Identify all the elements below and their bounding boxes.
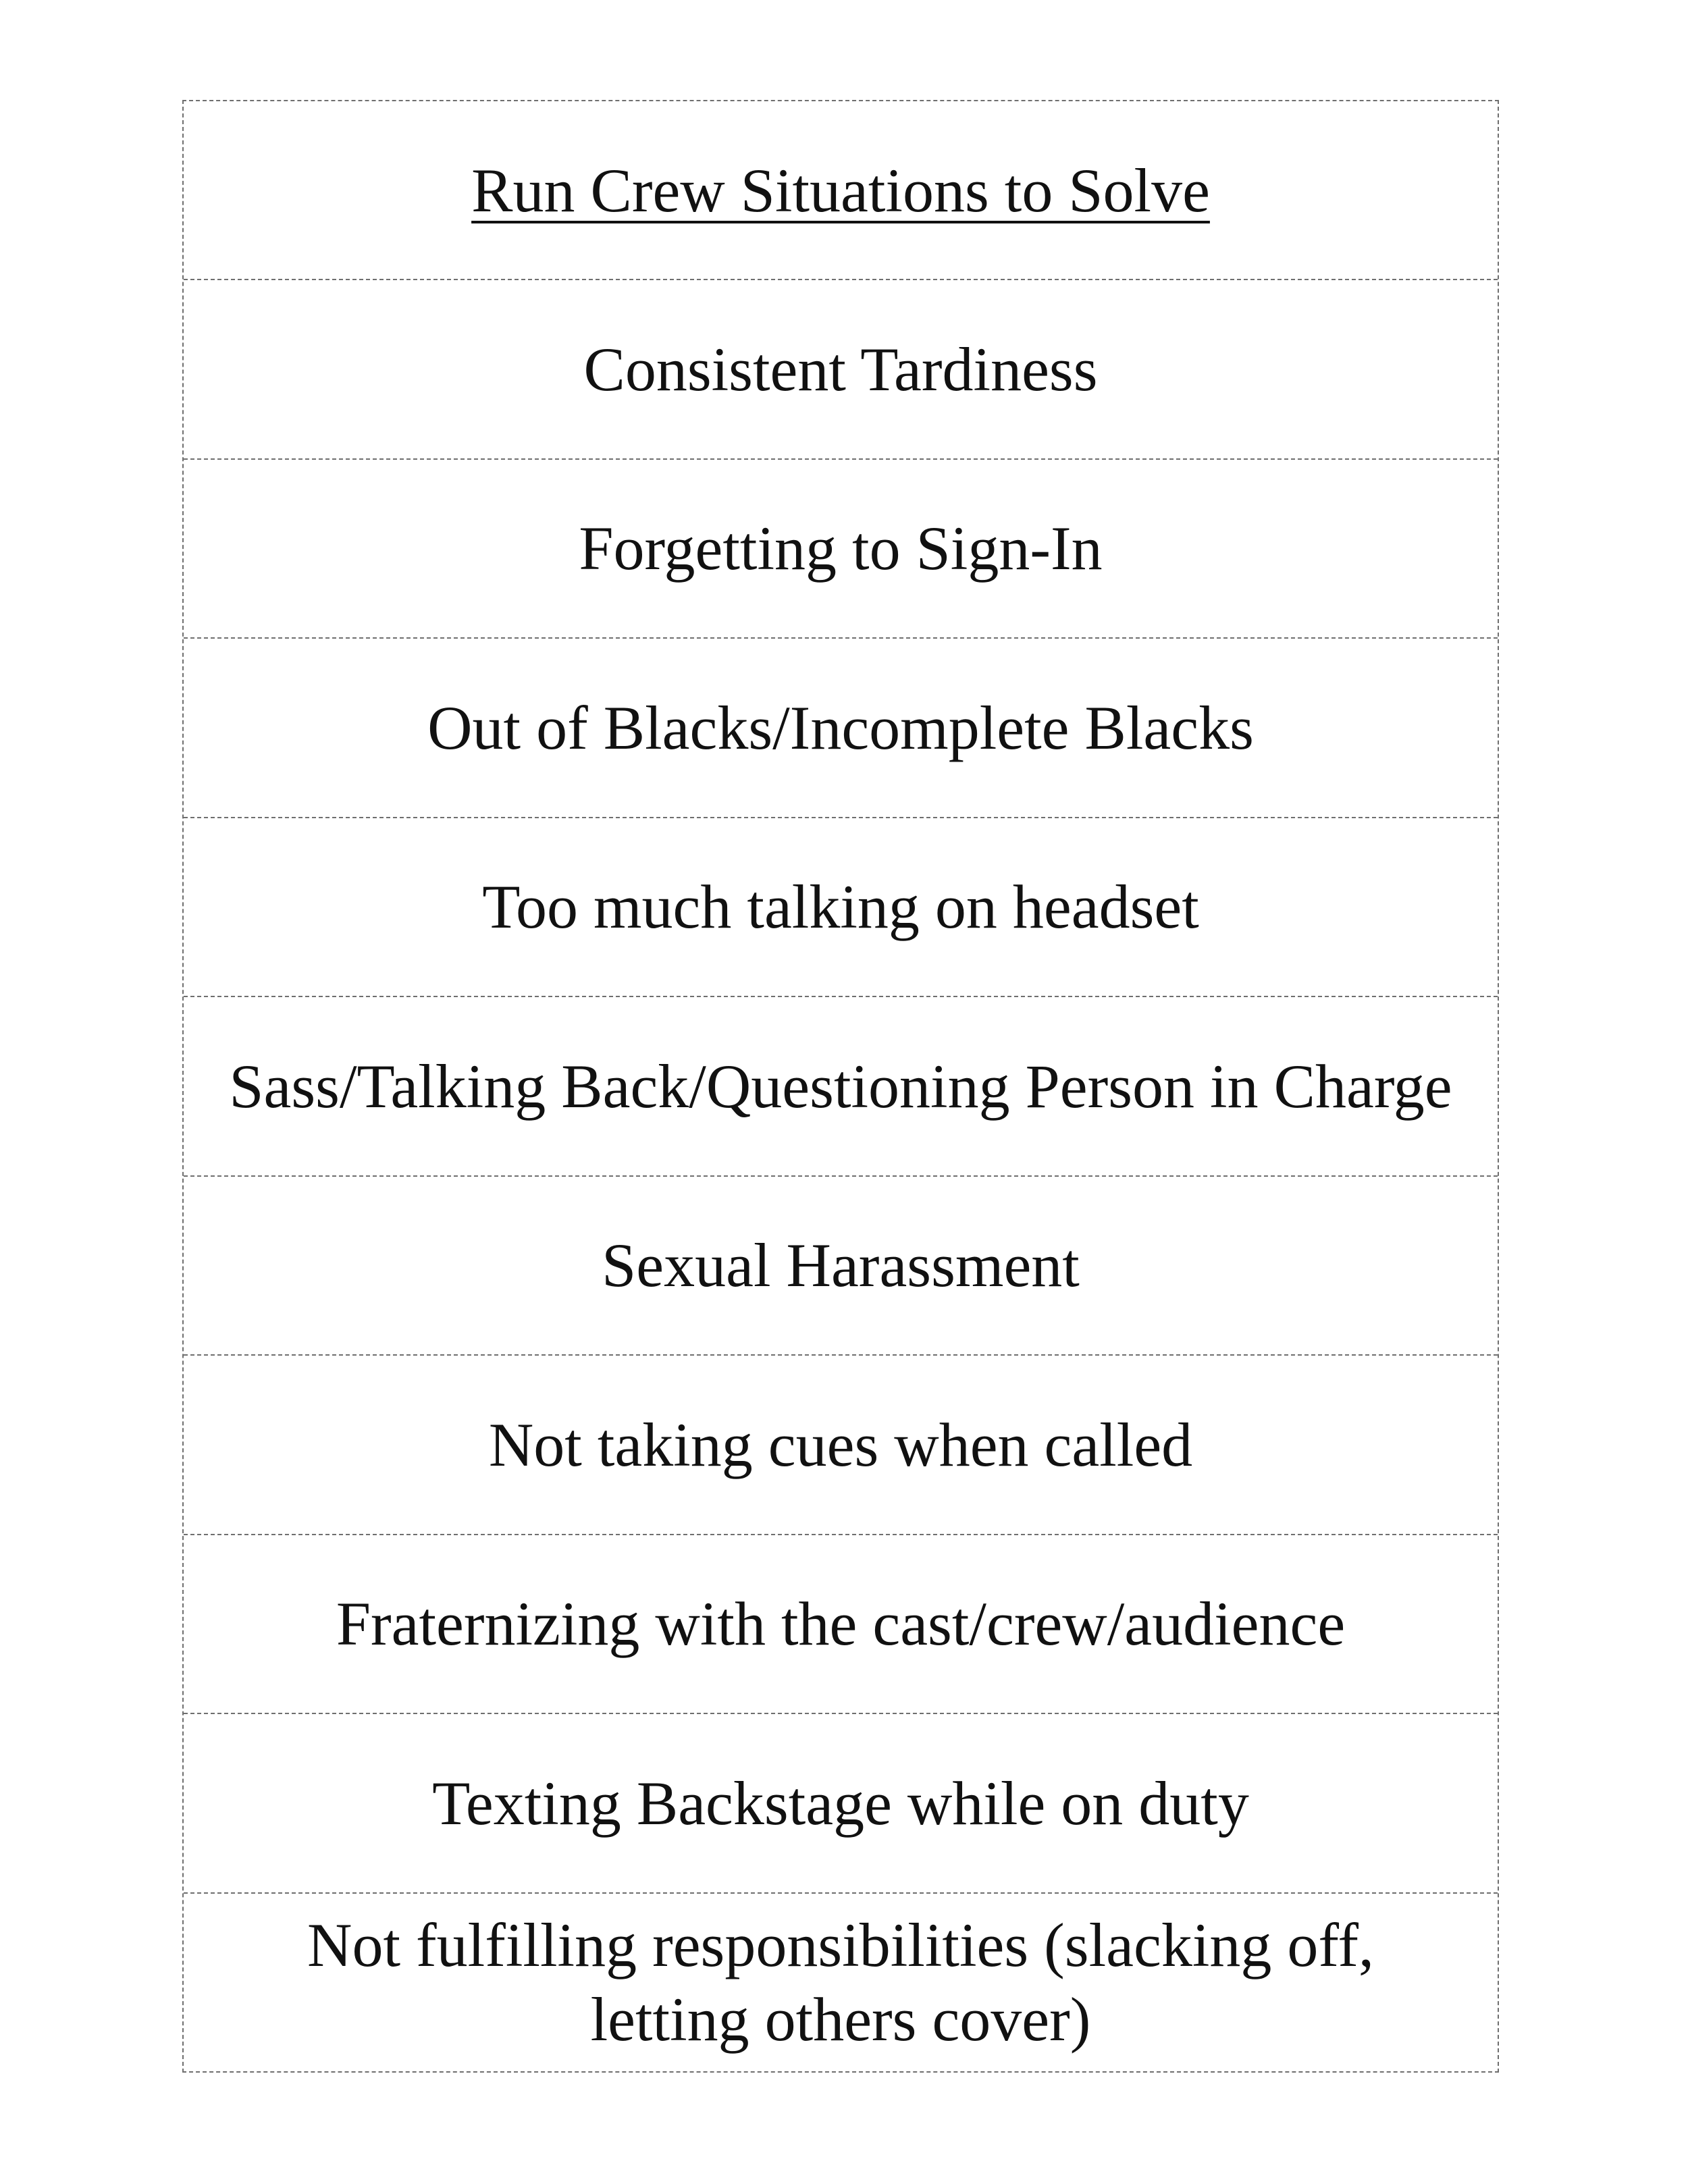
situation-text: Sexual Harassment: [602, 1231, 1080, 1300]
situation-card: [184, 639, 1498, 818]
situation-card: [184, 1177, 1498, 1356]
situation-text: Not taking cues when called: [488, 1410, 1193, 1479]
situation-card: [184, 280, 1498, 459]
situations-table: [182, 100, 1499, 2073]
page-title: Run Crew Situations to Solve: [471, 155, 1210, 225]
situation-text: Texting Backstage while on duty: [432, 1768, 1249, 1838]
situation-text: Forgetting to Sign-In: [579, 514, 1103, 583]
situation-card: [184, 818, 1498, 997]
situation-text: Fraternizing with the cast/crew/audience: [336, 1589, 1346, 1659]
situation-card: [184, 1535, 1498, 1714]
situation-card: [184, 1894, 1498, 2071]
situation-text: Not fulfilling responsibilities (slacking off, letting others cover): [307, 1910, 1374, 2054]
situation-card: [184, 1356, 1498, 1535]
situation-text: Out of Blacks/Incomplete Blacks: [427, 693, 1254, 762]
situation-card: [184, 460, 1498, 639]
situation-card: [184, 1714, 1498, 1893]
situation-text: Consistent Tardiness: [583, 334, 1098, 404]
situation-card: [184, 997, 1498, 1176]
title-cell: [184, 101, 1498, 280]
situation-text: Too much talking on headset: [482, 872, 1199, 942]
situation-text: Sass/Talking Back/Questioning Person in Charge: [229, 1051, 1452, 1121]
